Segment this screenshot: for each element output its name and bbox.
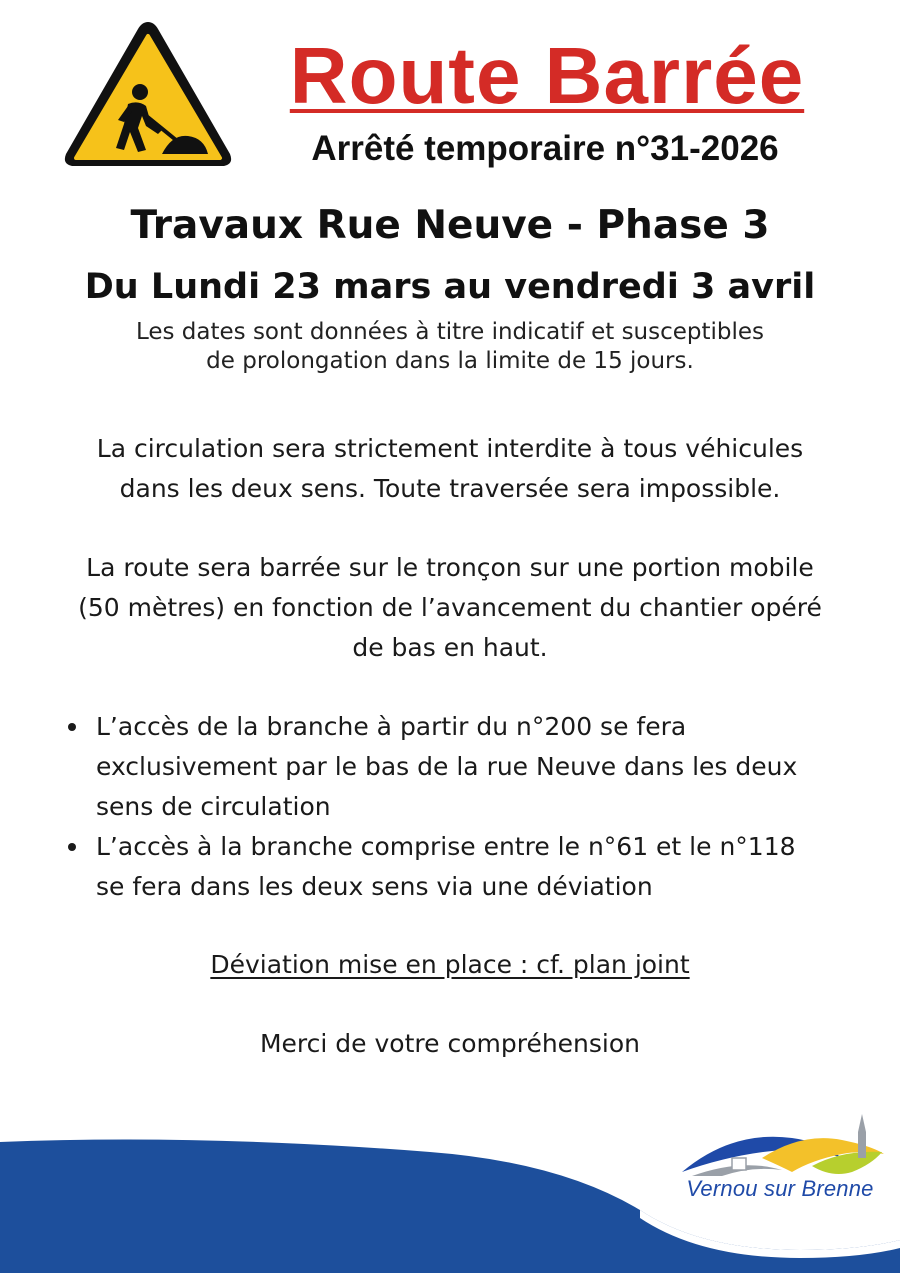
access-list [66, 707, 856, 907]
paragraph-line: La route sera barrée sur le tronçon sur une portion mobile [86, 553, 814, 582]
deviation-text: Déviation mise en place : cf. plan joint [210, 950, 690, 979]
disclaimer-line: Les dates sont données à titre indicatif et susceptibles [135, 319, 765, 345]
list-item-line: L’accès à la branche comprise entre le n°61 et le n°118 [96, 832, 796, 861]
list-item-line: L’accès de la branche à partir du n°200 se fera [96, 712, 687, 741]
list-item [66, 827, 856, 907]
arrete-number: Arrêté temporaire n°31-2026 [311, 129, 779, 168]
paragraph-line: dans les deux sens. Toute traversée sera impossible. [119, 474, 781, 503]
paragraph-line: de bas en haut. [352, 633, 548, 662]
paragraph-line: La circulation sera strictement interdite à tous véhicules [96, 434, 804, 463]
list-item-line: se fera dans les deux sens via une déviation [96, 872, 653, 901]
traffic-paragraph [40, 429, 860, 509]
town-name: Vernou sur Brenne [686, 1176, 874, 1201]
deviation-note [0, 945, 900, 985]
list-item-line: exclusivement par le bas de la rue Neuve dans les deux [96, 752, 798, 781]
works-heading: Travaux Rue Neuve - Phase 3 [130, 203, 770, 248]
dates-disclaimer [60, 318, 840, 376]
list-item-line: sens de circulation [96, 792, 331, 821]
paragraph-line: (50 mètres) en fonction de l’avancement du chantier opéré [78, 593, 822, 622]
town-logo [672, 1110, 896, 1220]
roadworks-warning-icon [58, 16, 238, 174]
closure-paragraph [40, 548, 860, 668]
disclaimer-line: de prolongation dans la limite de 15 jours. [206, 348, 694, 374]
page-title: Route Barrée [289, 31, 805, 120]
dates-heading: Du Lundi 23 mars au vendredi 3 avril [84, 267, 816, 307]
thanks-text: Merci de votre compréhension [259, 1029, 641, 1058]
list-item [66, 707, 856, 827]
